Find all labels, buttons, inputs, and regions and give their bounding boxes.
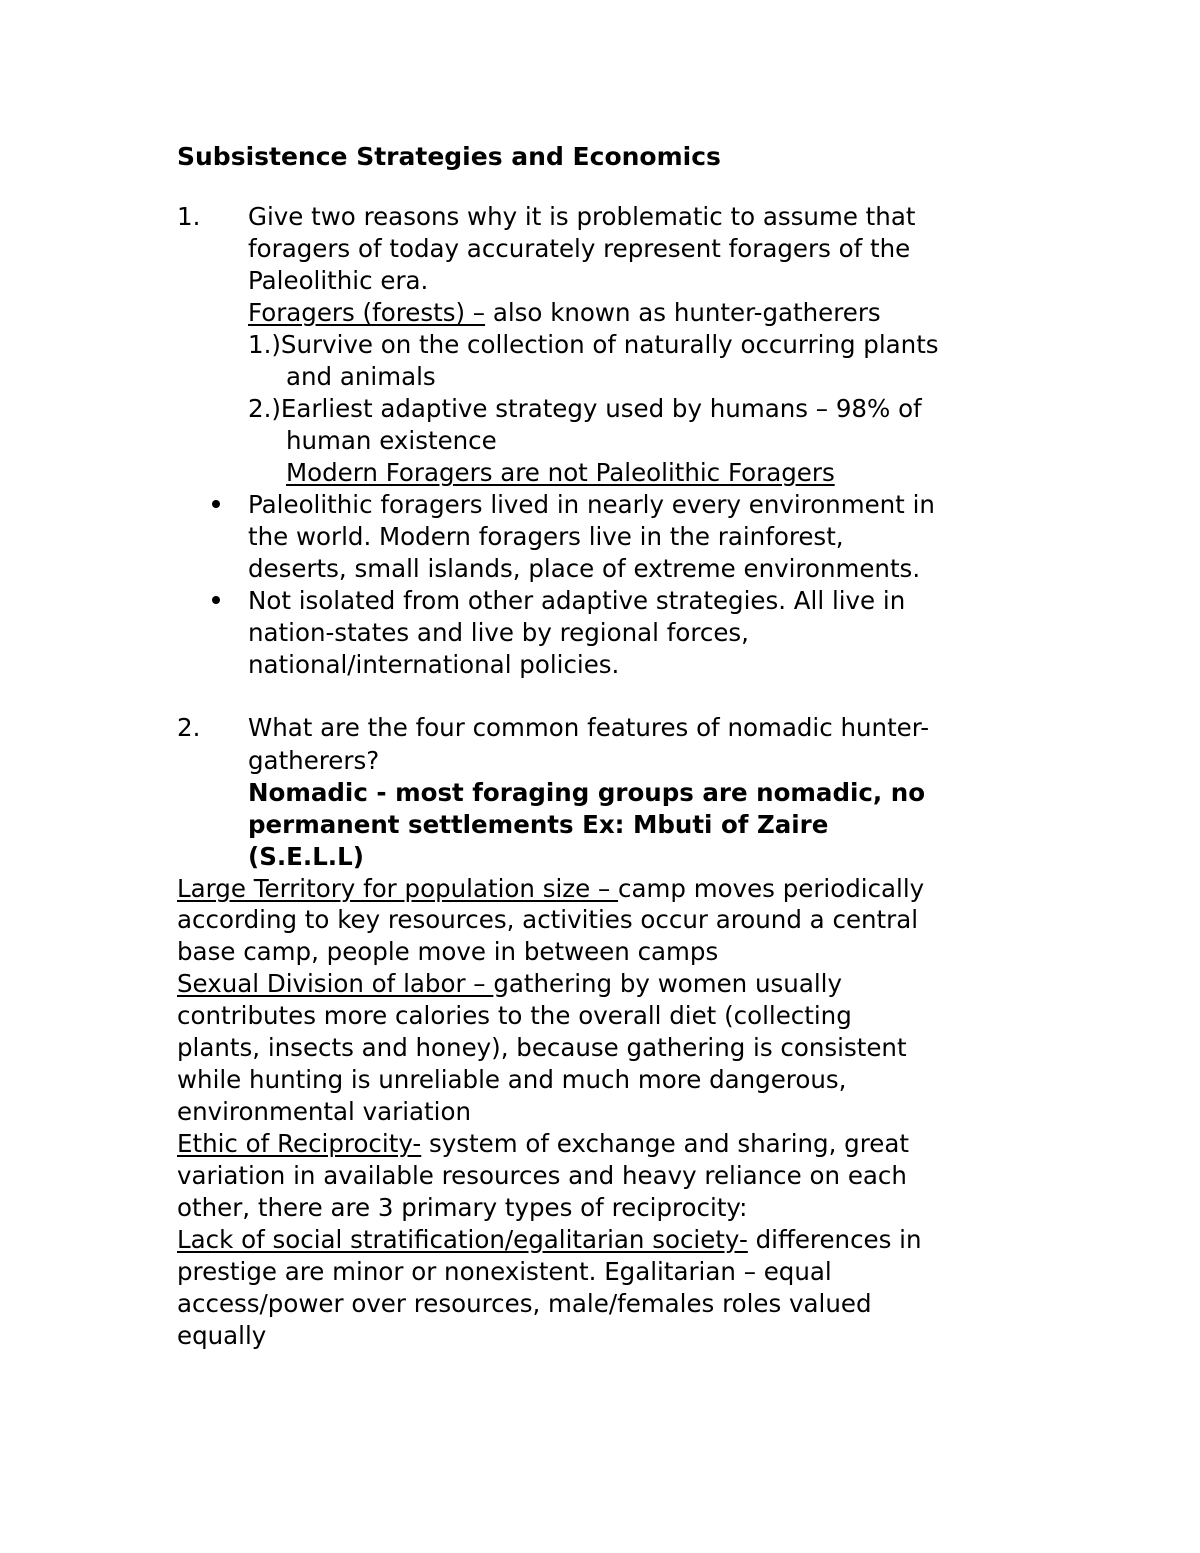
ethic-rest: system of exchange and sharing, great — [421, 1129, 909, 1158]
point-1-line-2: and animals — [286, 362, 436, 391]
sexual-division-line-1 — [177, 968, 842, 1000]
sexual-division-line-2: contributes more calories to the overall diet (collecting — [177, 1001, 852, 1030]
nomadic-line-3: (S.E.L.L) — [248, 842, 364, 871]
sexual-division-term: Sexual Division of labor – — [177, 969, 494, 998]
question-1-number: 1. — [177, 202, 201, 231]
question-2-line-2: gatherers? — [248, 746, 380, 775]
question-1-line-2: foragers of today accurately represent foragers of the — [248, 234, 911, 263]
lack-stratification-rest: differences in — [747, 1225, 922, 1254]
bullet-1-line-2: the world. Modern foragers live in the rainforest, — [248, 522, 844, 551]
sexual-division-rest: gathering by women usually — [493, 969, 842, 998]
bullet-icon — [212, 596, 220, 604]
bullet-1-line-1: Paleolithic foragers lived in nearly every environment in — [248, 490, 935, 519]
large-territory-line-3: base camp, people move in between camps — [177, 937, 719, 966]
lack-stratification-term: Lack of social stratification/egalitarian society- — [177, 1225, 748, 1254]
modern-foragers-heading: Modern Foragers are not Paleolithic Foragers — [286, 458, 835, 487]
nomadic-line-2: permanent settlements Ex: Mbuti of Zaire — [248, 810, 829, 839]
bullet-2-line-3: national/international policies. — [248, 650, 620, 679]
ethic-term: Ethic of Reciprocity- — [177, 1129, 422, 1158]
foragers-def: also known as hunter-gatherers — [485, 298, 881, 327]
large-territory-rest: camp moves periodically — [618, 874, 925, 903]
question-1-line-3: Paleolithic era. — [248, 266, 429, 295]
nomadic-line-1: Nomadic - most foraging groups are nomadic, no — [248, 778, 926, 807]
document-title: Subsistence Strategies and Economics — [177, 142, 721, 171]
point-2-line-2: human existence — [286, 426, 497, 455]
sexual-division-line-3: plants, insects and honey), because gathering is consistent — [177, 1033, 907, 1062]
ethic-line-3: other, there are 3 primary types of reciprocity: — [177, 1193, 748, 1222]
foragers-term: Foragers (forests) – — [248, 298, 486, 327]
foragers-definition — [248, 297, 881, 329]
lack-stratification-line-1 — [177, 1224, 922, 1256]
large-territory-line-2: according to key resources, activities occur around a central — [177, 905, 919, 934]
bullet-1-line-3: deserts, small islands, place of extreme environments. — [248, 554, 921, 583]
bullet-2-line-1: Not isolated from other adaptive strategies. All live in — [248, 586, 906, 615]
bullet-icon — [212, 500, 220, 508]
sexual-division-line-5: environmental variation — [177, 1097, 471, 1126]
bullet-2-line-2: nation-states and live by regional forces, — [248, 618, 749, 647]
large-territory-term: Large Territory for population size – — [177, 874, 619, 903]
lack-stratification-line-4: equally — [177, 1321, 267, 1350]
large-territory-line-1 — [177, 873, 924, 905]
lack-stratification-line-2: prestige are minor or nonexistent. Egalitarian – equal — [177, 1257, 832, 1286]
ethic-line-1 — [177, 1128, 909, 1160]
question-2-number: 2. — [177, 713, 201, 742]
sexual-division-line-4: while hunting is unreliable and much more dangerous, — [177, 1065, 847, 1094]
point-1-line-1: 1.)Survive on the collection of naturally occurring plants — [248, 330, 939, 359]
question-1-line-1: Give two reasons why it is problematic to assume that — [248, 202, 916, 231]
ethic-line-2: variation in available resources and heavy reliance on each — [177, 1161, 907, 1190]
question-2-line-1: What are the four common features of nomadic hunter- — [248, 713, 930, 742]
point-2-line-1: 2.)Earliest adaptive strategy used by humans – 98% of — [248, 394, 922, 423]
lack-stratification-line-3: access/power over resources, male/females roles valued — [177, 1289, 872, 1318]
